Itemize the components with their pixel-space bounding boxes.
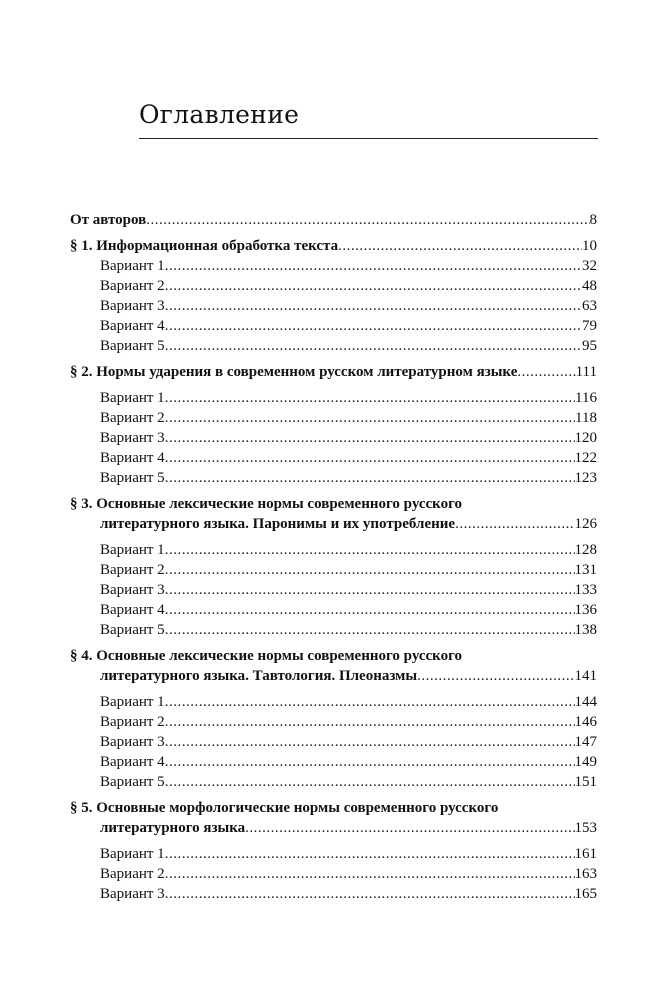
- toc-variant[interactable]: [70, 388, 597, 408]
- leader-dots: [455, 514, 574, 534]
- leader-dots: [146, 210, 589, 230]
- toc-variant[interactable]: [70, 428, 597, 448]
- table-of-contents: [70, 210, 597, 904]
- toc-section-5-line2[interactable]: [70, 818, 597, 838]
- toc-page-number: 120: [574, 430, 597, 446]
- toc-variant[interactable]: [70, 712, 597, 732]
- toc-variant[interactable]: [70, 884, 597, 904]
- toc-page-number: 153: [574, 820, 597, 836]
- toc-page-number: 116: [575, 390, 597, 406]
- leader-dots: [165, 772, 575, 792]
- toc-variant-label: Вариант 2: [100, 714, 165, 730]
- leader-dots: [165, 408, 575, 428]
- toc-page-number: 32: [582, 258, 597, 274]
- toc-page-number: 79: [582, 318, 597, 334]
- toc-page-number: 48: [582, 278, 597, 294]
- leader-dots: [165, 600, 575, 620]
- toc-variant[interactable]: [70, 336, 597, 356]
- toc-section-label: § 1. Информационная обработка текста: [70, 238, 339, 254]
- toc-variant[interactable]: [70, 864, 597, 884]
- toc-variant[interactable]: [70, 448, 597, 468]
- toc-page-number: 161: [574, 846, 597, 862]
- leader-dots: [165, 388, 575, 408]
- toc-variant[interactable]: [70, 692, 597, 712]
- toc-variant-label: Вариант 4: [100, 450, 165, 466]
- toc-variant-label: Вариант 1: [100, 390, 165, 406]
- toc-page-number: 146: [574, 714, 597, 730]
- toc-page-number: 63: [582, 298, 597, 314]
- toc-page-number: 123: [574, 470, 597, 486]
- toc-variant[interactable]: [70, 540, 597, 560]
- toc-page-number: 111: [575, 364, 597, 380]
- leader-dots: [165, 316, 582, 336]
- toc-page-number: 10: [582, 238, 597, 254]
- toc-section-5-line1[interactable]: [70, 798, 597, 818]
- toc-variant[interactable]: [70, 772, 597, 792]
- toc-variant[interactable]: [70, 408, 597, 428]
- page-title: Оглавление: [139, 100, 300, 129]
- toc-page-number: 131: [574, 562, 597, 578]
- leader-dots: [165, 692, 575, 712]
- toc-section-1[interactable]: [70, 236, 597, 256]
- toc-page-number: 141: [574, 668, 597, 684]
- toc-variant-label: Вариант 3: [100, 886, 165, 902]
- toc-variant-label: Вариант 5: [100, 774, 165, 790]
- leader-dots: [165, 560, 575, 580]
- leader-dots: [165, 276, 582, 296]
- toc-page-number: 133: [574, 582, 597, 598]
- leader-dots: [165, 468, 575, 488]
- toc-page-number: 165: [574, 886, 597, 902]
- toc-section-label-cont: литературного языка: [100, 820, 246, 836]
- toc-page-number: 136: [574, 602, 597, 618]
- toc-variant-label: Вариант 4: [100, 318, 165, 334]
- toc-page-number: 95: [582, 338, 597, 354]
- toc-variant-label: Вариант 3: [100, 298, 165, 314]
- toc-section-label: § 4. Основные лексические нормы современного русского: [70, 648, 463, 664]
- leader-dots: [517, 362, 575, 382]
- toc-page-number: 128: [574, 542, 597, 558]
- toc-variant[interactable]: [70, 844, 597, 864]
- toc-page-number: 149: [574, 754, 597, 770]
- toc-entry-intro[interactable]: [70, 210, 597, 230]
- leader-dots: [165, 428, 575, 448]
- toc-page-number: 144: [574, 694, 597, 710]
- toc-variant[interactable]: [70, 620, 597, 640]
- leader-dots: [245, 818, 574, 838]
- toc-variant-label: Вариант 2: [100, 866, 165, 882]
- toc-section-label: § 2. Нормы ударения в современном русском литературном языке: [70, 364, 518, 380]
- toc-variant[interactable]: [70, 560, 597, 580]
- toc-variant[interactable]: [70, 296, 597, 316]
- toc-variant-label: Вариант 2: [100, 562, 165, 578]
- toc-section-3-line2[interactable]: [70, 514, 597, 534]
- toc-variant-label: Вариант 4: [100, 754, 165, 770]
- leader-dots: [165, 448, 575, 468]
- toc-variant-label: Вариант 2: [100, 278, 165, 294]
- toc-variant-label: Вариант 1: [100, 694, 165, 710]
- toc-section-label-cont: литературного языка. Тавтология. Плеоназмы: [100, 668, 418, 684]
- toc-page-number: 126: [574, 516, 597, 532]
- toc-variant[interactable]: [70, 732, 597, 752]
- toc-variant-label: Вариант 3: [100, 582, 165, 598]
- toc-section-label: § 5. Основные морфологические нормы современного русского: [70, 800, 499, 816]
- toc-variant-label: Вариант 3: [100, 430, 165, 446]
- leader-dots: [165, 580, 575, 600]
- leader-dots: [338, 236, 582, 256]
- toc-entry-label: От авторов: [70, 212, 147, 228]
- toc-page-number: 118: [575, 410, 597, 426]
- leader-dots: [165, 540, 575, 560]
- toc-variant[interactable]: [70, 468, 597, 488]
- toc-variant[interactable]: [70, 752, 597, 772]
- toc-page-number: 147: [574, 734, 597, 750]
- leader-dots: [165, 844, 575, 864]
- toc-section-4-line1[interactable]: [70, 646, 597, 666]
- toc-section-3-line1[interactable]: [70, 494, 597, 514]
- leader-dots: [165, 256, 582, 276]
- toc-variant-label: Вариант 1: [100, 258, 165, 274]
- toc-variant-label: Вариант 4: [100, 602, 165, 618]
- toc-variant[interactable]: [70, 256, 597, 276]
- toc-variant[interactable]: [70, 600, 597, 620]
- leader-dots: [165, 864, 575, 884]
- leader-dots: [165, 752, 575, 772]
- toc-variant[interactable]: [70, 580, 597, 600]
- toc-variant[interactable]: [70, 316, 597, 336]
- toc-variant-label: Вариант 5: [100, 622, 165, 638]
- toc-variant[interactable]: [70, 276, 597, 296]
- toc-page-number: 151: [574, 774, 597, 790]
- title-rule: [139, 138, 598, 139]
- leader-dots: [165, 620, 575, 640]
- leader-dots: [165, 336, 582, 356]
- toc-section-2[interactable]: [70, 362, 597, 382]
- leader-dots: [417, 666, 574, 686]
- toc-variant-label: Вариант 3: [100, 734, 165, 750]
- toc-section-label: § 3. Основные лексические нормы современного русского: [70, 496, 463, 512]
- leader-dots: [165, 732, 575, 752]
- toc-variant-label: Вариант 1: [100, 542, 165, 558]
- toc-variant-label: Вариант 1: [100, 846, 165, 862]
- toc-page-number: 122: [574, 450, 597, 466]
- leader-dots: [165, 296, 582, 316]
- toc-variant-label: Вариант 5: [100, 470, 165, 486]
- toc-section-4-line2[interactable]: [70, 666, 597, 686]
- toc-page-number: 8: [589, 212, 597, 228]
- toc-section-label-cont: литературного языка. Паронимы и их употребление: [100, 516, 456, 532]
- toc-variant-label: Вариант 5: [100, 338, 165, 354]
- leader-dots: [165, 884, 575, 904]
- toc-page-number: 138: [574, 622, 597, 638]
- toc-page-number: 163: [574, 866, 597, 882]
- toc-variant-label: Вариант 2: [100, 410, 165, 426]
- leader-dots: [165, 712, 575, 732]
